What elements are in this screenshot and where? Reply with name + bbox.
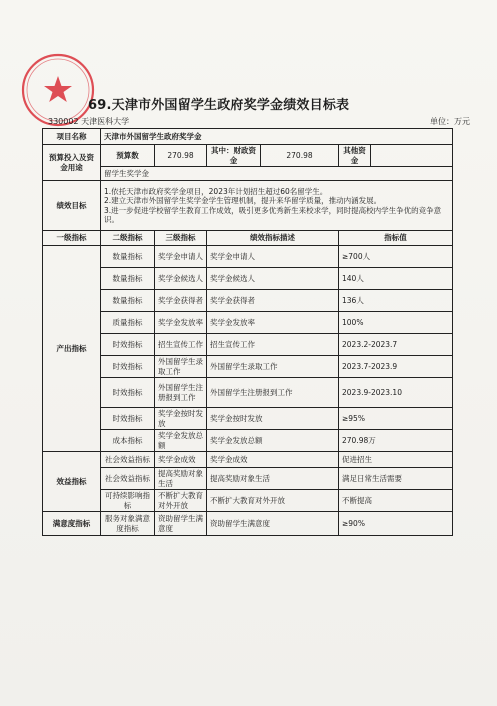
indicator-description: 奖学金申请人 [207,246,339,268]
indicator-row [43,452,453,468]
level3-indicator: 不断扩大教育对外开放 [155,490,207,512]
indicator-description: 资助留学生满意度 [207,512,339,536]
document-title: 69.天津市外国留学生政府奖学金绩效目标表 [88,98,350,113]
indicator-value: 100% [339,312,453,334]
level2-indicator: 服务对象满意度指标 [101,512,155,536]
budget-value: 270.98 [155,145,207,167]
level2-indicator: 社会效益指标 [101,452,155,468]
header-level1: 一级指标 [43,231,101,246]
level3-indicator: 奖学金发放总额 [155,430,207,452]
unit-code: 330002 天津医科大学 [48,117,130,126]
project-name-value: 天津市外国留学生政府奖学金 [101,129,453,145]
level2-indicator: 时效指标 [101,408,155,430]
level2-indicator: 时效指标 [101,334,155,356]
level3-indicator: 奖学金成效 [155,452,207,468]
indicator-value: 2023.7-2023.9 [339,356,453,378]
header-description: 绩效指标描述 [207,231,339,246]
indicator-value: 满足日常生活需要 [339,468,453,490]
indicator-value: 2023.2-2023.7 [339,334,453,356]
header-level3: 三级指标 [155,231,207,246]
indicator-value: ≥95% [339,408,453,430]
indicator-value: 不断提高 [339,490,453,512]
level3-indicator: 外国留学生录取工作 [155,356,207,378]
level2-indicator: 时效指标 [101,378,155,408]
other-funds-label: 其他资金 [339,145,371,167]
budget-label: 预算数 [101,145,155,167]
level3-indicator: 奖学金候选人 [155,268,207,290]
indicator-description: 奖学金发放总额 [207,430,339,452]
indicator-description: 提高奖励对象生活 [207,468,339,490]
indicator-description: 外国留学生注册报到工作 [207,378,339,408]
indicator-row [43,512,453,536]
level3-indicator: 奖学金按时发放 [155,408,207,430]
indicator-value: ≥90% [339,512,453,536]
level3-indicator: 外国留学生注册报到工作 [155,378,207,408]
level2-indicator: 质量指标 [101,312,155,334]
level3-indicator: 资助留学生满意度 [155,512,207,536]
fiscal-value: 270.98 [261,145,339,167]
indicator-row [43,268,453,290]
performance-target-table [42,128,453,536]
header-level2: 二级指标 [101,231,155,246]
indicator-row [43,290,453,312]
indicator-row [43,408,453,430]
level2-indicator: 成本指标 [101,430,155,452]
indicator-row [43,490,453,512]
project-name-label: 项目名称 [43,129,101,145]
indicator-row [43,430,453,452]
level3-indicator: 奖学金获得者 [155,290,207,312]
indicator-description: 奖学金获得者 [207,290,339,312]
indicator-row [43,246,453,268]
level2-indicator: 数量指标 [101,290,155,312]
indicator-row [43,312,453,334]
indicator-description: 奖学金发放率 [207,312,339,334]
other-funds-value [371,145,453,167]
header-value: 指标值 [339,231,453,246]
indicator-row [43,468,453,490]
indicator-row [43,356,453,378]
indicator-row [43,378,453,408]
goal-text: 1.依托天津市政府奖学金项目，2023年计划招生超过60名留学生。 2.建立天津市外国留学生奖学金学生管理机制，提升来华留学质量，推动内涵发展。 3.进一步促进学校留学生教育工作成效，吸引更多优秀新生来校求学，同时提高校内学生争优的竞争意识。 [101,181,453,231]
indicator-description: 奖学金成效 [207,452,339,468]
level1-indicator: 效益指标 [43,452,101,512]
indicator-value: 136人 [339,290,453,312]
indicator-value: 270.98万 [339,430,453,452]
level1-indicator: 满意度指标 [43,512,101,536]
indicator-value: 140人 [339,268,453,290]
goal-label: 绩效目标 [43,181,101,231]
indicator-description: 奖学金候选人 [207,268,339,290]
level1-indicator: 产出指标 [43,246,101,452]
indicator-description: 不断扩大教育对外开放 [207,490,339,512]
level3-indicator: 提高奖励对象生活 [155,468,207,490]
indicator-description: 奖学金按时发放 [207,408,339,430]
budget-row-label: 预算投入及资金用途 [43,145,101,181]
level2-indicator: 时效指标 [101,356,155,378]
level2-indicator: 可持续影响指标 [101,490,155,512]
level3-indicator: 奖学金发放率 [155,312,207,334]
fiscal-label: 其中：财政资金 [207,145,261,167]
indicator-value: ≥700人 [339,246,453,268]
level3-indicator: 招生宣传工作 [155,334,207,356]
indicator-row [43,334,453,356]
indicator-value: 2023.9-2023.10 [339,378,453,408]
indicator-description: 招生宣传工作 [207,334,339,356]
indicator-value: 促进招生 [339,452,453,468]
currency-unit: 单位：万元 [430,117,470,126]
level3-indicator: 奖学金申请人 [155,246,207,268]
fund-usage: 留学生奖学金 [101,167,453,181]
indicator-description: 外国留学生录取工作 [207,356,339,378]
level2-indicator: 数量指标 [101,246,155,268]
level2-indicator: 社会效益指标 [101,468,155,490]
level2-indicator: 数量指标 [101,268,155,290]
